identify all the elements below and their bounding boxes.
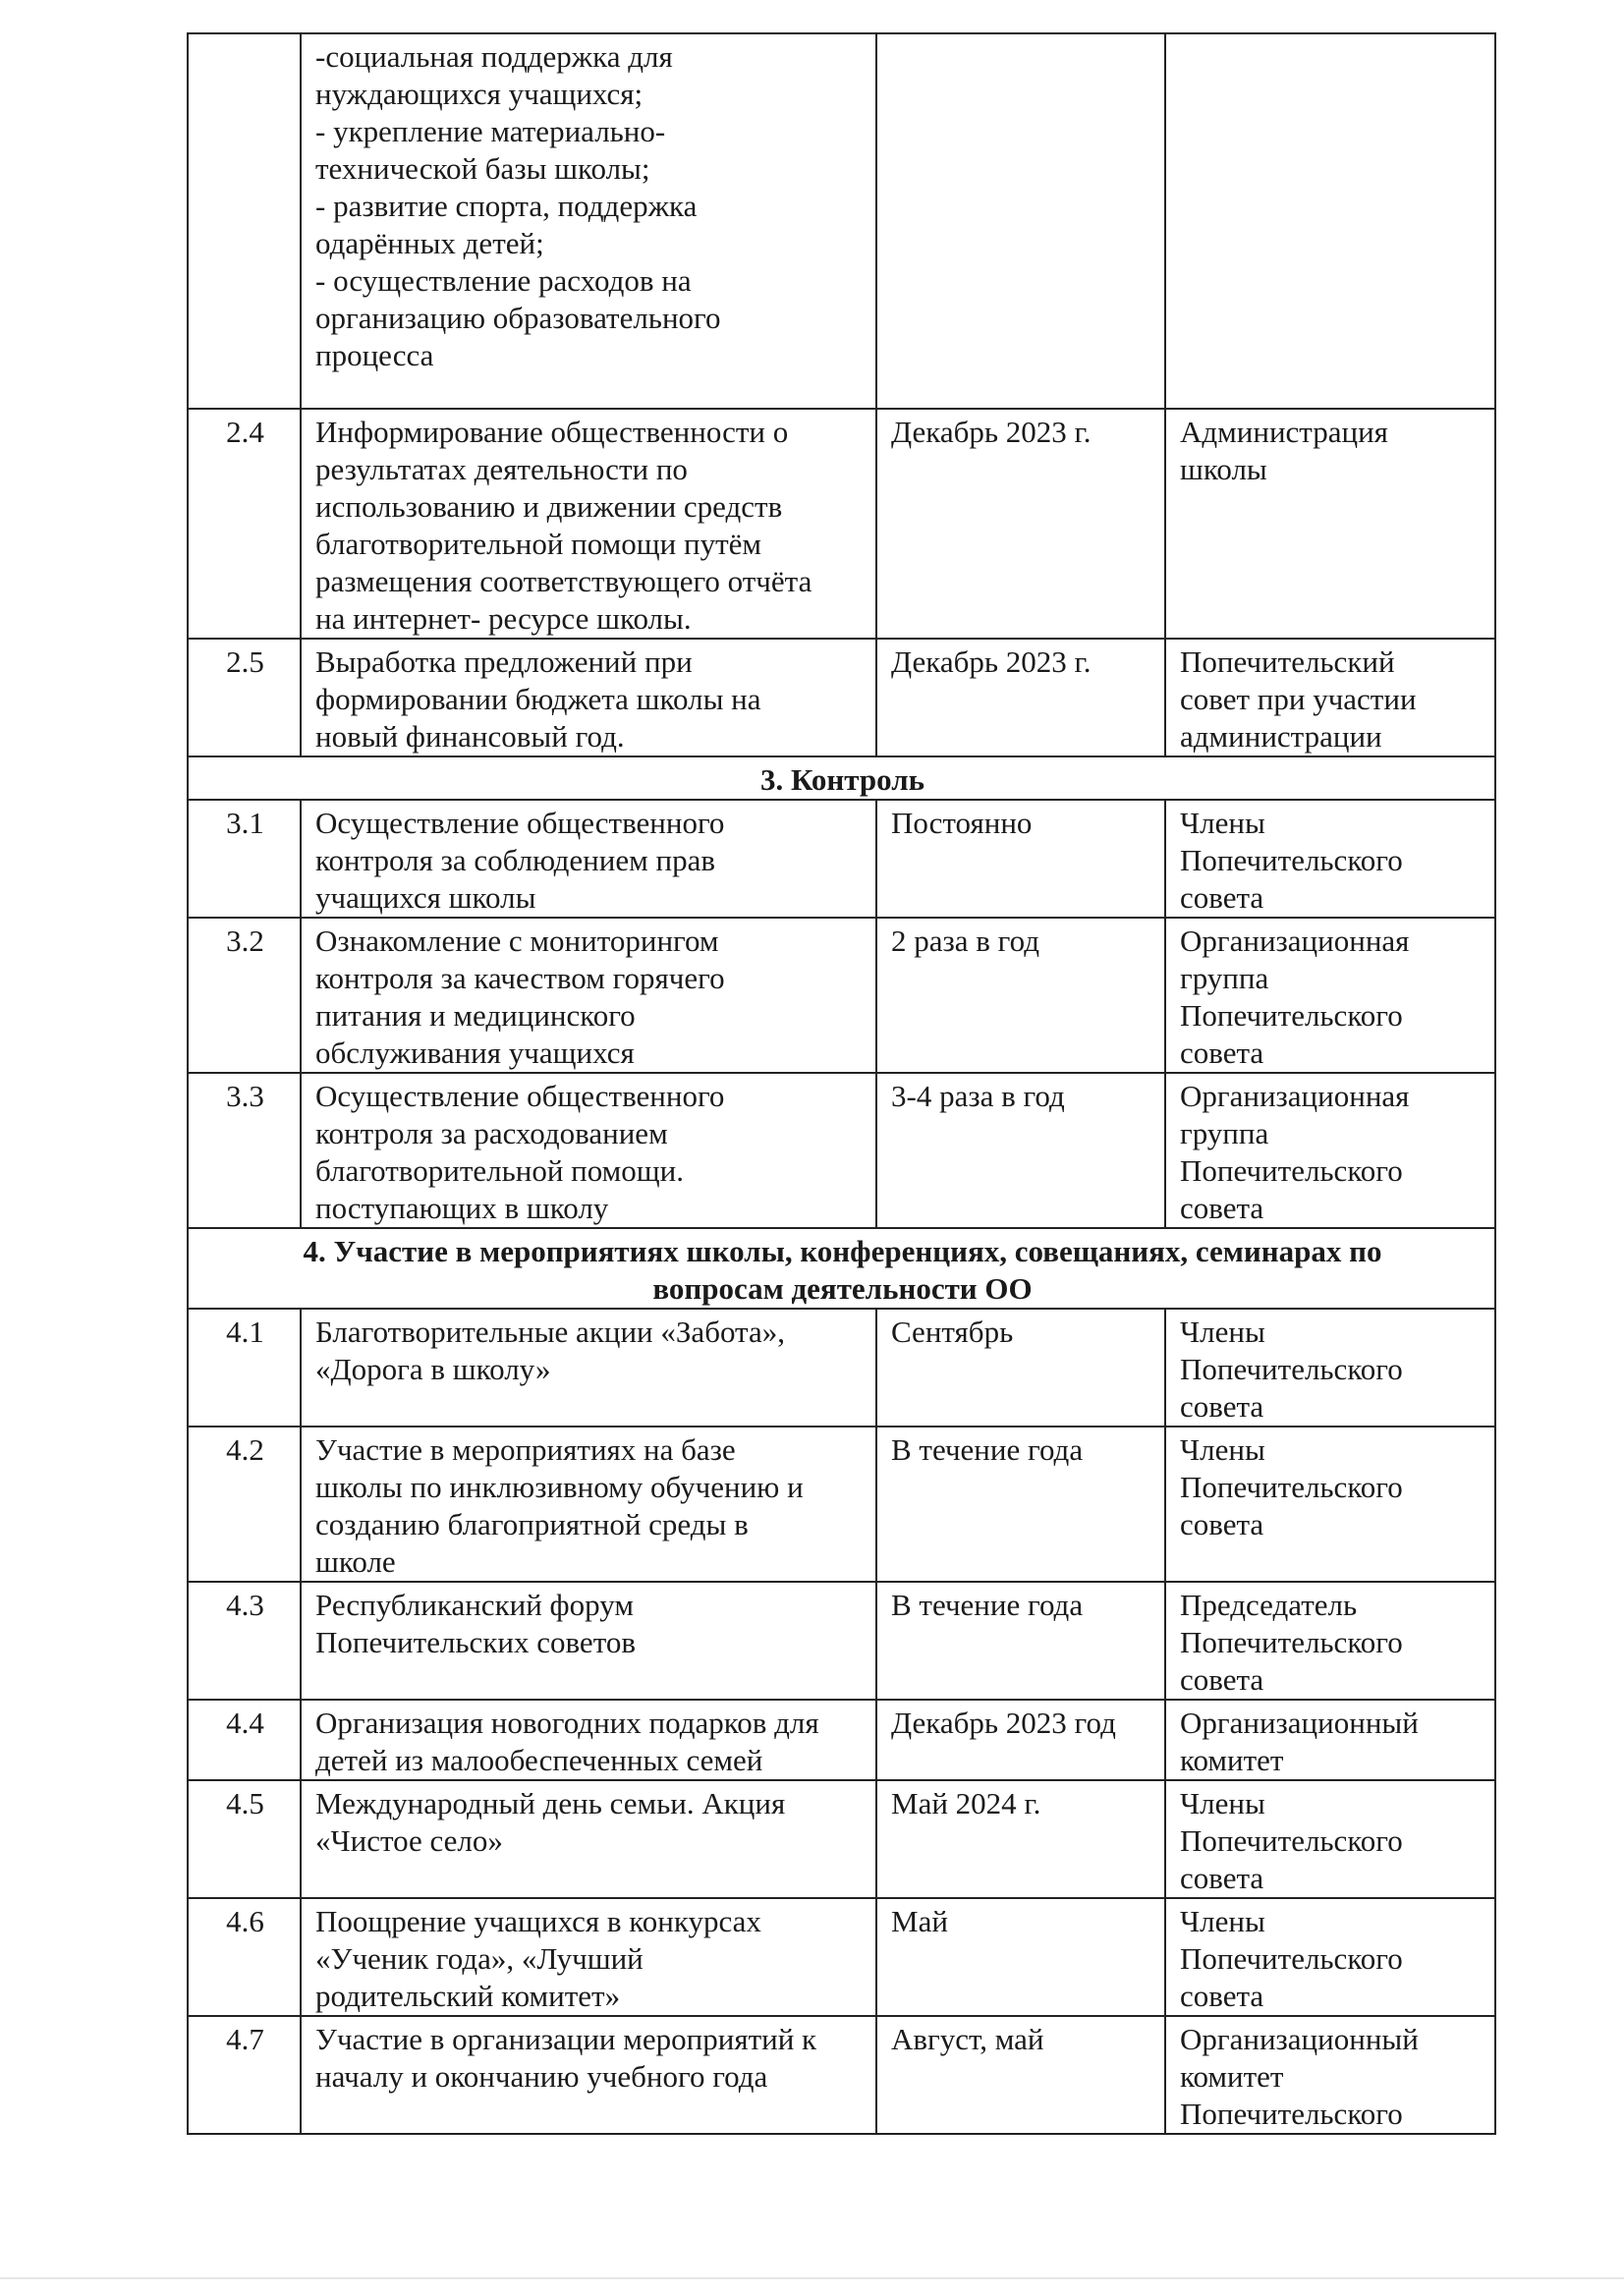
table-row — [188, 1780, 1495, 1898]
text-line: - осуществление расходов на — [315, 263, 692, 298]
text-line: комитет — [1180, 2059, 1284, 2094]
text-line: 4. Участие в мероприятиях школы, конференциях, совещаниях, семинарах по — [303, 1234, 1382, 1268]
text-line: родительский комитет» — [315, 1979, 621, 2013]
text-line: результатах деятельности по — [315, 452, 688, 486]
text-line: Члены — [1180, 806, 1265, 840]
text-line: Попечительского — [1180, 1470, 1403, 1504]
term-cell — [876, 918, 1165, 1073]
term-cell — [876, 409, 1165, 639]
scan-edge-line — [0, 2277, 1624, 2279]
text-line: Республиканский форум — [315, 1588, 634, 1622]
term-cell — [876, 33, 1165, 409]
activity-cell — [301, 1309, 876, 1427]
text-line: Члены — [1180, 1432, 1265, 1467]
activity-cell — [301, 1700, 876, 1780]
text-line: размещения соответствующего отчёта — [315, 564, 812, 598]
table-row — [188, 1309, 1495, 1427]
activity-cell — [301, 639, 876, 756]
text-line: использованию и движении средств — [315, 489, 783, 524]
text-line: благотворительной помощи путём — [315, 527, 762, 561]
text-line: совета — [1180, 880, 1264, 915]
table-row — [188, 1582, 1495, 1700]
text-line: школы по инклюзивному обучению и — [315, 1470, 804, 1504]
text-line: Май — [891, 1904, 948, 1938]
text-line: нуждающихся учащихся; — [315, 77, 644, 111]
text-line: Члены — [1180, 1315, 1265, 1349]
text-line: вопросам деятельности ОО — [652, 1271, 1033, 1306]
table-row — [188, 33, 1495, 409]
text-line: совета — [1180, 1861, 1264, 1895]
responsible-cell — [1165, 1700, 1495, 1780]
text-line: совет при участии — [1180, 682, 1417, 716]
table-row — [188, 1700, 1495, 1780]
text-line: 3-4 раза в год — [891, 1079, 1065, 1113]
text-line: Попечительского — [1180, 1153, 1403, 1188]
term-cell — [876, 639, 1165, 756]
text-line: детей из малообеспеченных семей — [315, 1743, 763, 1777]
table-row — [188, 409, 1495, 639]
text-line: В течение года — [891, 1432, 1084, 1467]
text-line: совета — [1180, 1979, 1264, 2013]
text-line: совета — [1180, 1191, 1264, 1225]
responsible-cell — [1165, 2016, 1495, 2134]
text-line: Члены — [1180, 1786, 1265, 1820]
text-line: Организационный — [1180, 2022, 1419, 2056]
section-header-row — [188, 756, 1495, 800]
responsible-cell — [1165, 918, 1495, 1073]
item-number: 3.3 — [188, 1073, 301, 1228]
responsible-cell — [1165, 800, 1495, 918]
text-line: группа — [1180, 961, 1269, 995]
item-number: 2.4 — [188, 409, 301, 639]
item-number: 4.1 — [188, 1309, 301, 1427]
text-line: Август, май — [891, 2022, 1044, 2056]
activity-cell — [301, 1073, 876, 1228]
text-line: Поощрение учащихся в конкурсах — [315, 1904, 761, 1938]
text-line: -социальная поддержка для — [315, 39, 673, 74]
table-row — [188, 800, 1495, 918]
text-line: технической базы школы; — [315, 151, 650, 186]
text-line: Декабрь 2023 г. — [891, 415, 1092, 449]
text-line: 2 раза в год — [891, 924, 1039, 958]
text-line: питания и медицинского — [315, 998, 636, 1033]
term-cell — [876, 1309, 1165, 1427]
activity-cell — [301, 1898, 876, 2016]
text-line: совета — [1180, 1036, 1264, 1070]
item-number: 4.6 — [188, 1898, 301, 2016]
text-line: организацию образовательного — [315, 301, 721, 335]
text-line: процесса — [315, 338, 434, 372]
term-cell — [876, 1073, 1165, 1228]
text-line: Попечительских советов — [315, 1625, 636, 1659]
table-row — [188, 1427, 1495, 1582]
responsible-cell — [1165, 1427, 1495, 1582]
text-line: контроля за соблюдением прав — [315, 843, 715, 877]
text-line: Попечительского — [1180, 843, 1403, 877]
text-line: В течение года — [891, 1588, 1084, 1622]
item-number — [188, 33, 301, 409]
text-line: школе — [315, 1544, 396, 1579]
term-cell — [876, 1427, 1165, 1582]
text-line: «Дорога в школу» — [315, 1352, 551, 1386]
text-line: Осуществление общественного — [315, 806, 725, 840]
text-line: на интернет- ресурсе школы. — [315, 601, 692, 636]
text-line: - развитие спорта, поддержка — [315, 189, 698, 223]
responsible-cell — [1165, 409, 1495, 639]
term-cell — [876, 1898, 1165, 2016]
text-line: Организация новогодних подарков для — [315, 1706, 819, 1740]
item-number: 4.7 — [188, 2016, 301, 2134]
item-number: 4.3 — [188, 1582, 301, 1700]
section-title — [188, 756, 1495, 800]
text-line: совета — [1180, 1662, 1264, 1697]
section-title — [188, 1228, 1495, 1309]
text-line: Попечительского — [1180, 1352, 1403, 1386]
text-line: контроля за расходованием — [315, 1116, 668, 1150]
activity-cell — [301, 2016, 876, 2134]
text-line: Участие в мероприятиях на базе — [315, 1432, 736, 1467]
text-line: одарённых детей; — [315, 226, 544, 260]
responsible-cell — [1165, 1309, 1495, 1427]
text-line: началу и окончанию учебного года — [315, 2059, 768, 2094]
table-row — [188, 639, 1495, 756]
text-line: благотворительной помощи. — [315, 1153, 684, 1188]
text-line: формировании бюджета школы на — [315, 682, 761, 716]
table-row — [188, 918, 1495, 1073]
text-line: Организационная — [1180, 924, 1410, 958]
term-cell — [876, 1582, 1165, 1700]
table-body — [188, 33, 1495, 2134]
text-line: школы — [1180, 452, 1267, 486]
text-line: учащихся школы — [315, 880, 536, 915]
responsible-cell — [1165, 1073, 1495, 1228]
text-line: Декабрь 2023 г. — [891, 644, 1092, 679]
text-line: Декабрь 2023 год — [891, 1706, 1116, 1740]
text-line: Благотворительные акции «Забота», — [315, 1315, 785, 1349]
item-number: 4.4 — [188, 1700, 301, 1780]
text-line: контроля за качеством горячего — [315, 961, 725, 995]
responsible-cell — [1165, 1898, 1495, 2016]
responsible-cell — [1165, 33, 1495, 409]
text-line: Постоянно — [891, 806, 1033, 840]
term-cell — [876, 2016, 1165, 2134]
text-line: Члены — [1180, 1904, 1265, 1938]
table-row — [188, 2016, 1495, 2134]
text-line: 3. Контроль — [759, 762, 925, 797]
text-line: Организационная — [1180, 1079, 1410, 1113]
term-cell — [876, 1780, 1165, 1898]
section-header-row — [188, 1228, 1495, 1309]
table-row — [188, 1898, 1495, 2016]
text-line: - укрепление материально- — [315, 114, 666, 148]
text-line: Участие в организации мероприятий к — [315, 2022, 817, 2056]
text-line: Выработка предложений при — [315, 644, 693, 679]
text-line: Попечительского — [1180, 2097, 1403, 2131]
text-line: новый финансовый год. — [315, 719, 625, 754]
item-number: 4.5 — [188, 1780, 301, 1898]
text-line: Попечительского — [1180, 1823, 1403, 1858]
item-number: 2.5 — [188, 639, 301, 756]
text-line: поступающих в школу — [315, 1191, 609, 1225]
text-line: Председатель — [1180, 1588, 1358, 1622]
text-line: Ознакомление с мониторингом — [315, 924, 719, 958]
activity-cell — [301, 1427, 876, 1582]
text-line: обслуживания учащихся — [315, 1036, 635, 1070]
item-number: 3.1 — [188, 800, 301, 918]
text-line: Администрация — [1180, 415, 1388, 449]
activity-cell — [301, 409, 876, 639]
text-line: Информирование общественности о — [315, 415, 789, 449]
item-number: 3.2 — [188, 918, 301, 1073]
table-row — [188, 1073, 1495, 1228]
activity-cell — [301, 800, 876, 918]
text-line: «Чистое село» — [315, 1823, 503, 1858]
activity-cell — [301, 1582, 876, 1700]
text-line: администрации — [1180, 719, 1382, 754]
text-line: комитет — [1180, 1743, 1284, 1777]
text-line: «Ученик года», «Лучший — [315, 1941, 644, 1976]
text-line: группа — [1180, 1116, 1269, 1150]
text-line: Сентябрь — [891, 1315, 1014, 1349]
text-line: Попечительского — [1180, 998, 1403, 1033]
term-cell — [876, 800, 1165, 918]
text-line: Попечительский — [1180, 644, 1395, 679]
responsible-cell — [1165, 1780, 1495, 1898]
text-line: Осуществление общественного — [315, 1079, 725, 1113]
text-line: созданию благоприятной среды в — [315, 1507, 749, 1541]
item-number: 4.2 — [188, 1427, 301, 1582]
text-line: Международный день семьи. Акция — [315, 1786, 786, 1820]
responsible-cell — [1165, 1582, 1495, 1700]
responsible-cell — [1165, 639, 1495, 756]
text-line: Попечительского — [1180, 1625, 1403, 1659]
text-line: Май 2024 г. — [891, 1786, 1041, 1820]
activity-cell — [301, 918, 876, 1073]
text-line: совета — [1180, 1389, 1264, 1424]
text-line: Организационный — [1180, 1706, 1419, 1740]
activity-cell — [301, 1780, 876, 1898]
term-cell — [876, 1700, 1165, 1780]
text-line: совета — [1180, 1507, 1264, 1541]
text-line: Попечительского — [1180, 1941, 1403, 1976]
activity-cell — [301, 33, 876, 409]
activity-plan-table — [187, 32, 1496, 2135]
